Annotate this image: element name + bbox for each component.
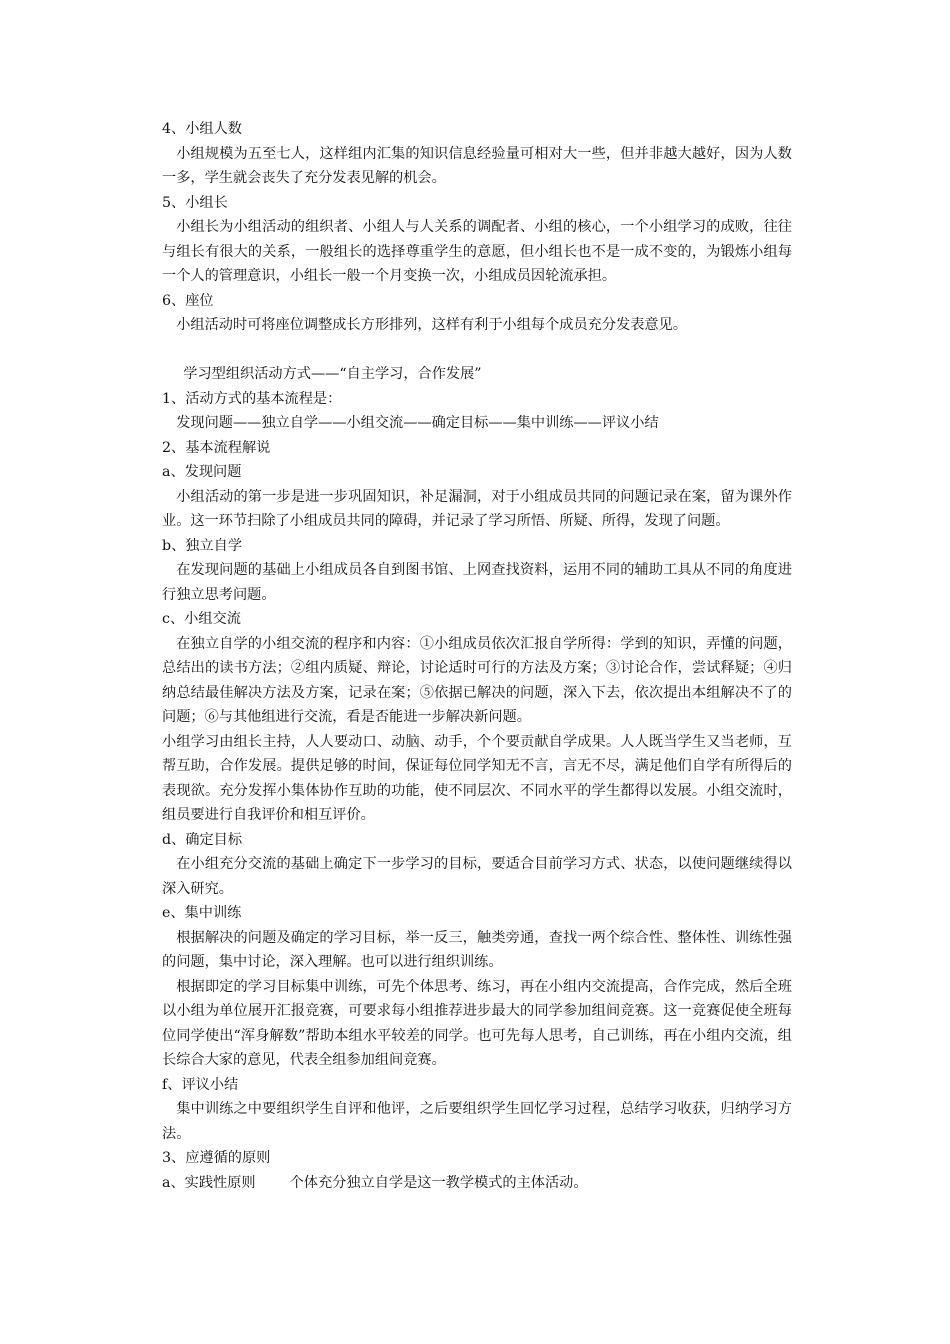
- paragraph: 小组活动时可将座位调整成长方形排列，这样有利于小组每个成员充分发表意见。: [176, 317, 687, 333]
- paragraph: 集中训练之中要组织学生自评和他评，之后要组织学生回忆学习过程，总结学习收获，归纳学习方法。: [162, 1101, 792, 1142]
- section-heading: 5、小组长: [162, 194, 228, 211]
- paragraph: 在发现问题的基础上小组成员各自到图书馆、上网查找资料，运用不同的辅助工具从不同的角度进行独立思考问题。: [162, 562, 792, 603]
- section-heading: 2、基本流程解说: [162, 439, 271, 456]
- section-heading: d、确定目标: [162, 831, 243, 848]
- document-body: [162, 117, 792, 1195]
- section-heading: 4、小组人数: [162, 121, 242, 137]
- principle-label: a、实践性原则: [162, 1174, 256, 1191]
- paragraph: 根据即定的学习目标集中训练，可先个体思考、练习，再在小组内交流提高，合作完成，然后全班以小组为单位展开汇报竞赛，可要求每小组推荐进步最大的同学参加组间竞赛。这一竞赛促使全班每位同学使出“浑身解数”帮助本组水平较差的同学。也可先每人思考，自己训练，再在小组内交流，组长综合大家的意见，代表全组参加组间竞赛。: [162, 978, 792, 1068]
- paragraph: 在小组充分交流的基础上确定下一步学习的目标，要适合目前学习方式、状态，以使问题继续得以深入研究。: [162, 856, 792, 897]
- paragraph: 小组规模为五至七人，这样组内汇集的知识信息经验量可相对大一些，但并非越大越好，因为人数一多，学生就会丧失了充分发表见解的机会。: [162, 145, 792, 186]
- section-heading: 1、活动方式的基本流程是：: [162, 390, 342, 407]
- paragraph: 发现问题——独立自学——小组交流——确定目标——集中训练——评议小结: [176, 415, 659, 431]
- section-heading: e、集中训练: [162, 905, 242, 921]
- section-heading: f、评议小结: [162, 1076, 239, 1093]
- section-heading: a、发现问题: [162, 464, 242, 480]
- paragraph: 在独立自学的小组交流的程序和内容：①小组成员依次汇报自学所得：学到的知识，弄懂的问题，总结出的读书方法；②组内质疑、辩论，讨论适时可行的方法及方案；③讨论合作，尝试释疑；④归纳总结最佳解决方法及方案，记录在案；⑤依据已解决的问题，深入下去，依次提出本组解决不了的问题；⑥与其他组进行交流，看是否能进一步解决新问题。: [162, 635, 792, 725]
- section-heading: c、小组交流: [162, 611, 241, 627]
- paragraph: 小组学习由组长主持，人人要动口、动脑、动手，个个要贡献自学成果。人人既当学生又当老师，互帮互助，合作发展。提供足够的时间，保证每位同学知无不言，言无不尽，满足他们自学有所得后的表现欲。充分发挥小集体协作互助的功能，使不同层次、不同水平的学生都得以发展。小组交流时，组员要进行自我评价和相互评价。: [162, 733, 792, 823]
- paragraph: 小组长为小组活动的组织者、小组人与人关系的调配者、小组的核心，一个小组学习的成败，往往与组长有很大的关系，一般组长的选择尊重学生的意愿，但小组长也不是一成不变的，为锻炼小组每一个人的管理意识，小组长一般一个月变换一次，小组成员因轮流承担。: [162, 219, 792, 284]
- principle-text: 个体充分独立自学是这一教学模式的主体活动。: [289, 1174, 588, 1191]
- section-heading: 6、座位: [162, 292, 214, 309]
- principle-line: [162, 1171, 792, 1196]
- section-title: 学习型组织活动方式——“自主学习，合作发展”: [183, 366, 482, 382]
- section-heading: b、独立自学: [162, 537, 243, 554]
- paragraph: 小组活动的第一步是进一步巩固知识，补足漏洞，对于小组成员共同的问题记录在案，留为课外作业。这一环节扫除了小组成员共同的障碍，并记录了学习所悟、所疑、所得，发现了问题。: [162, 488, 792, 529]
- section-heading: 3、应遵循的原则: [162, 1150, 271, 1166]
- paragraph: 根据解决的问题及确定的学习目标，举一反三，触类旁通，查找一两个综合性、整体性、训练性强的问题，集中讨论，深入理解。也可以进行组织训练。: [162, 929, 792, 970]
